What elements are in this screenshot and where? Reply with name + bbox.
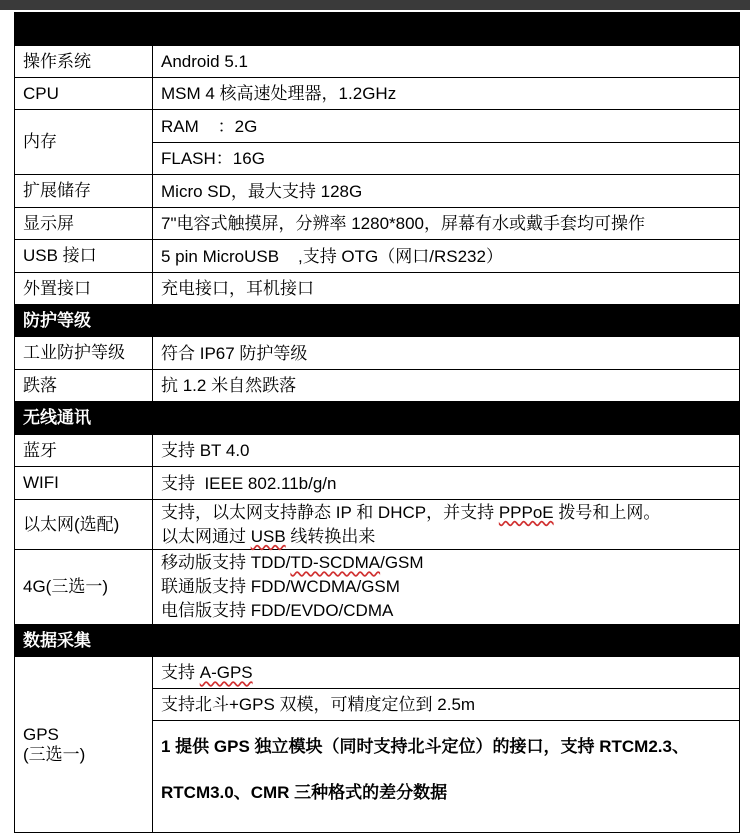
row-display bbox=[15, 208, 740, 240]
gps-label-sub: (三选一) bbox=[23, 744, 86, 764]
row-gps-agps bbox=[15, 657, 740, 689]
row-label: CPU bbox=[15, 78, 153, 110]
row-4g bbox=[15, 550, 740, 625]
row-value: FLASH：16G bbox=[153, 143, 740, 175]
text: 移动版支持 TDD/ bbox=[161, 553, 291, 572]
row-label bbox=[15, 657, 153, 833]
row-value: 充电接口，耳机接口 bbox=[153, 273, 740, 305]
row-value: 符合 IP67 防护等级 bbox=[153, 337, 740, 370]
row-value: 支持 IEEE 802.11b/g/n bbox=[153, 467, 740, 500]
row-label: USB 接口 bbox=[15, 240, 153, 273]
row-label: 跌落 bbox=[15, 370, 153, 402]
rtk-line-1: 1 提供 GPS 独立模块（同时支持北斗定位）的接口，支持 RTCM2.3、 bbox=[161, 737, 689, 756]
ethernet-line-1 bbox=[161, 501, 739, 525]
row-value bbox=[153, 500, 740, 550]
row-value: 5 pin MicroUSB ,支持 OTG（网口/RS232） bbox=[153, 240, 740, 273]
row-storage bbox=[15, 175, 740, 208]
top-border-bar bbox=[0, 0, 750, 10]
text: 拨号和上网。 bbox=[553, 502, 661, 522]
section-protection bbox=[15, 305, 740, 337]
row-label: 4G(三选一) bbox=[15, 550, 153, 625]
row-value bbox=[153, 550, 740, 625]
section-data bbox=[15, 625, 740, 657]
section-wireless bbox=[15, 402, 740, 435]
text: PPPoE bbox=[498, 502, 554, 522]
ethernet-line-2 bbox=[161, 525, 739, 549]
row-cpu bbox=[15, 78, 740, 110]
row-usb bbox=[15, 240, 740, 273]
gps-label: GPS bbox=[23, 724, 59, 744]
row-drop bbox=[15, 370, 740, 402]
row-label: 内存 bbox=[15, 110, 153, 175]
row-value bbox=[153, 721, 740, 833]
row-external bbox=[15, 273, 740, 305]
text: 支持 bbox=[161, 663, 200, 682]
row-value: Micro SD，最大支持 128G bbox=[153, 175, 740, 208]
row-label: 操作系统 bbox=[15, 46, 153, 78]
row-value: RAM ：2G bbox=[153, 110, 740, 143]
row-os bbox=[15, 46, 740, 78]
table-title bbox=[15, 13, 740, 46]
row-label: 扩展储存 bbox=[15, 175, 153, 208]
row-value: 7"电容式触摸屏，分辨率 1280*800，屏幕有水或戴手套均可操作 bbox=[153, 208, 740, 240]
text: 线转换出来 bbox=[285, 526, 376, 546]
header-row bbox=[15, 13, 740, 46]
row-bt bbox=[15, 435, 740, 467]
4g-unicom: 联通版支持 FDD/WCDMA/GSM bbox=[161, 577, 400, 596]
rtk-line-2: RTCM3.0、CMR 三种格式的差分数据 bbox=[161, 783, 448, 802]
row-label: 工业防护等级 bbox=[15, 337, 153, 370]
spec-table bbox=[14, 12, 740, 833]
4g-telecom: 电信版支持 FDD/EVDO/CDMA bbox=[161, 601, 394, 620]
text: 支持，以太网支持静态 IP 和 DHCP，并支持 bbox=[161, 502, 499, 522]
row-value: Android 5.1 bbox=[153, 46, 740, 78]
text: /GSM bbox=[380, 553, 424, 572]
row-wifi bbox=[15, 467, 740, 500]
row-label: 外置接口 bbox=[15, 273, 153, 305]
row-value: 支持北斗+GPS 双模，可精度定位到 2.5m bbox=[153, 689, 740, 721]
row-value: MSM 4 核高速处理器，1.2GHz bbox=[153, 78, 740, 110]
text: TD-SCDMA bbox=[290, 553, 381, 572]
4g-mobile bbox=[161, 551, 739, 575]
row-ethernet bbox=[15, 500, 740, 550]
row-label: 蓝牙 bbox=[15, 435, 153, 467]
text: 以太网通过 bbox=[161, 526, 251, 546]
text: USB bbox=[250, 526, 286, 546]
row-label: 以太网(选配) bbox=[15, 500, 153, 550]
row-label: 显示屏 bbox=[15, 208, 153, 240]
row-industrial bbox=[15, 337, 740, 370]
row-value bbox=[153, 657, 740, 689]
section-title: 防护等级 bbox=[15, 305, 740, 337]
row-label: WIFI bbox=[15, 467, 153, 500]
text: A-GPS bbox=[199, 663, 253, 682]
row-value: 支持 BT 4.0 bbox=[153, 435, 740, 467]
spec-sheet bbox=[14, 12, 740, 818]
section-title: 无线通讯 bbox=[15, 402, 740, 435]
row-value: 抗 1.2 米自然跌落 bbox=[153, 370, 740, 402]
row-memory-ram bbox=[15, 110, 740, 143]
section-title: 数据采集 bbox=[15, 625, 740, 657]
